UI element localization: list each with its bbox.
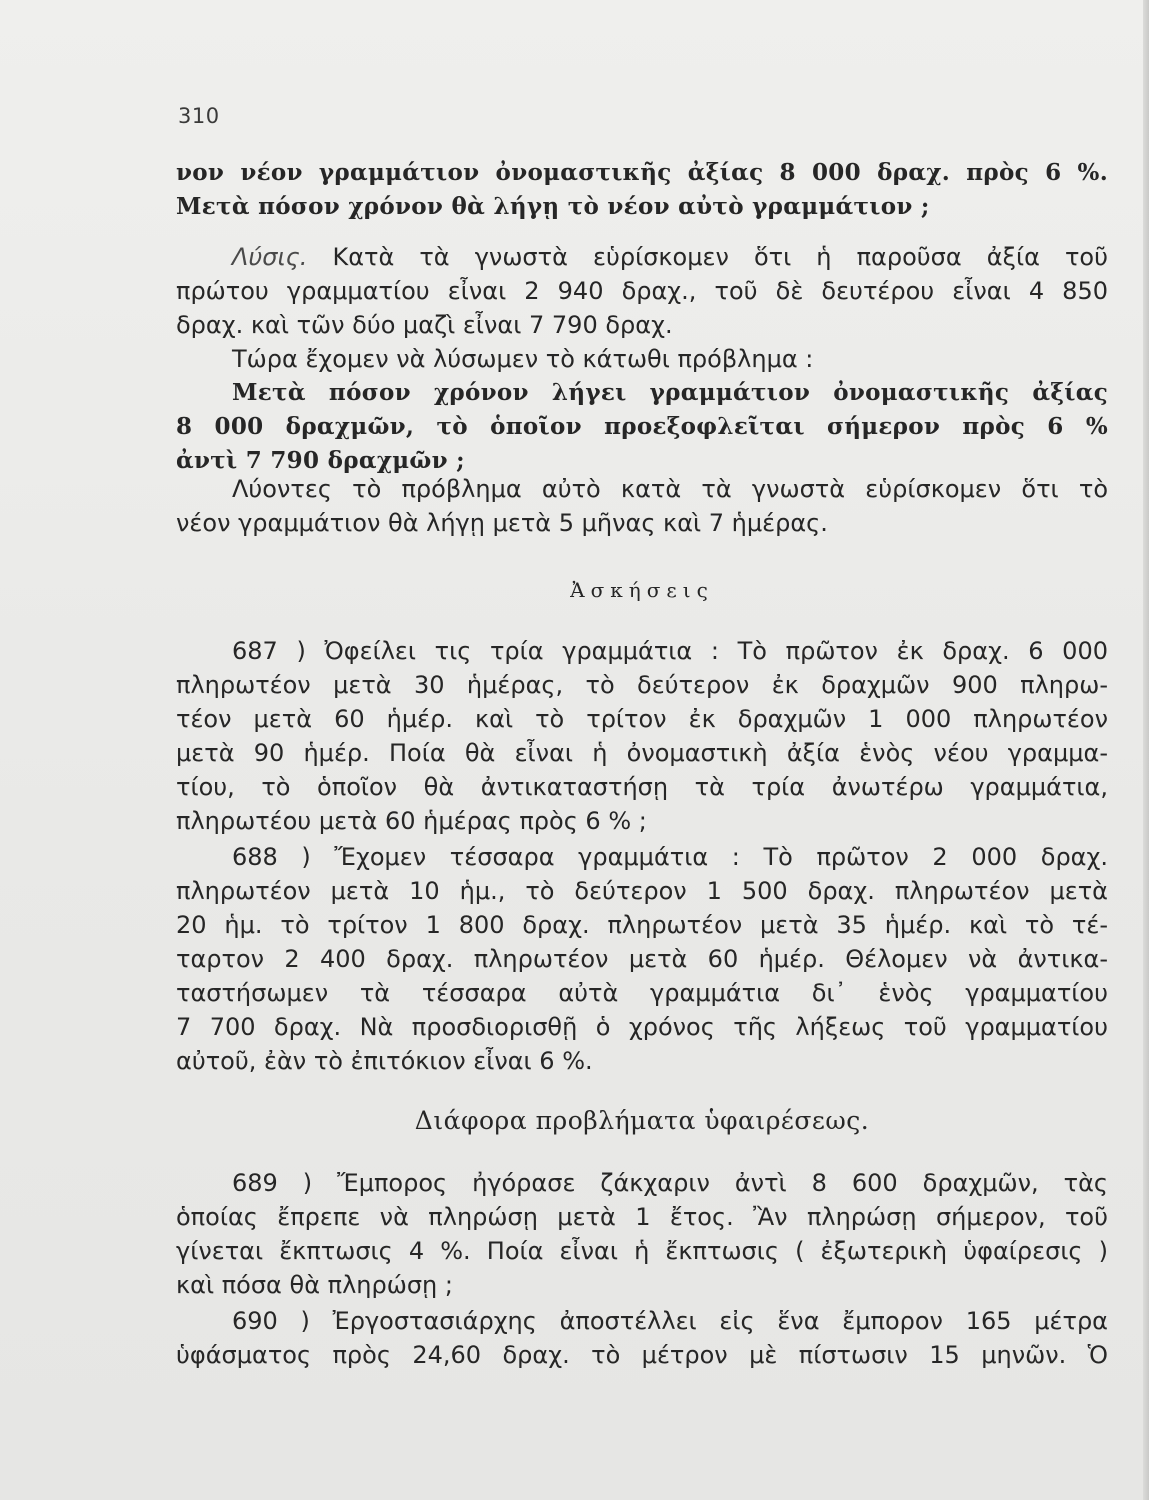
exercise-688-line-7: αὐτοῦ, ἐὰν τὸ ἐπιτόκιον εἶναι 6 %. (176, 1047, 593, 1075)
exercise-688-line-1: 688 ) Ἔχομεν τέσσαρα γραμμάτια : Τὸ πρῶτον 2 000 δραχ. (232, 843, 1108, 871)
page-number: 310 (178, 104, 220, 128)
restated-problem-line-3: ἀντὶ 7 790 δραχμῶν ; (176, 447, 465, 474)
exercise-687-line-2: πληρωτέον μετὰ 30 ἡμέρας, τὸ δεύτερον ἐκ δραχμῶν 900 πληρω- (176, 671, 1108, 699)
exercise-690-line-1: 690 ) Ἐργοστασιάρχης ἀποστέλλει εἰς ἕνα ἔμπορον 165 μέτρα (232, 1307, 1108, 1335)
page-edge-shadow (1143, 0, 1149, 1500)
exercise-688-line-2: πληρωτέον μετὰ 10 ἡμ., τὸ δεύτερον 1 500 δραχ. πληρωτέον μετὰ (176, 877, 1108, 905)
conclusion-line-1: Λύοντες τὸ πρόβλημα αὐτὸ κατὰ τὰ γνωστὰ εὑρίσκομεν ὅτι τὸ (232, 475, 1108, 503)
section-heading: Διάφορα προβλήματα ὑφαιρέσεως. (414, 1106, 870, 1135)
conclusion-line-2: νέον γραμμάτιον θὰ λήγῃ μετὰ 5 μῆνας καὶ 7 ἡμέρας. (176, 509, 828, 537)
exercise-689-line-4: καὶ πόσα θὰ πληρώσῃ ; (176, 1271, 453, 1299)
exercise-687-line-3: τέον μετὰ 60 ἡμέρ. καὶ τὸ τρίτον ἐκ δραχμῶν 1 000 πληρωτέον (176, 705, 1108, 733)
intro-problem-line-2: Μετὰ πόσον χρόνον θὰ λήγῃ τὸ νέον αὐτὸ γραμμάτιον ; (176, 193, 930, 220)
solution-line-4: Τώρα ἔχομεν νὰ λύσωμεν τὸ κάτωθι πρόβλημα : (232, 345, 814, 373)
exercise-688-line-4: ταρτον 2 400 δραχ. πληρωτέον μετὰ 60 ἡμέρ. Θέλομεν νὰ ἀντικα- (176, 945, 1108, 973)
solution-label: Λύσις. (232, 243, 308, 271)
exercise-687-line-1: 687 ) Ὀφείλει τις τρία γραμμάτια : Τὸ πρῶτον ἐκ δραχ. 6 000 (232, 637, 1108, 665)
exercise-687-line-5: τίου, τὸ ὁποῖον θὰ ἀντικαταστήσῃ τὰ τρία ἀνωτέρω γραμμάτια, (176, 773, 1108, 801)
solution-line-2: πρώτου γραμματίου εἶναι 2 940 δραχ., τοῦ δὲ δευτέρου εἶναι 4 850 (176, 277, 1108, 305)
exercise-689-line-3: γίνεται ἔκπτωσις 4 %. Ποία εἶναι ἡ ἔκπτωσις ( ἐξωτερικὴ ὑφαίρεσις ) (176, 1237, 1108, 1265)
exercise-688-line-3: 20 ἡμ. τὸ τρίτον 1 800 δραχ. πληρωτέον μετὰ 35 ἡμέρ. καὶ τὸ τέ- (176, 911, 1108, 939)
exercise-687-line-6: πληρωτέου μετὰ 60 ἡμέρας πρὸς 6 % ; (176, 807, 647, 835)
restated-problem-line-1: Μετὰ πόσον χρόνον λήγει γραμμάτιον ὀνομαστικῆς ἀξίας (232, 379, 1108, 406)
restated-problem-line-2: 8 000 δραχμῶν, τὸ ὁποῖον προεξοφλεῖται σήμερον πρὸς 6 % (176, 413, 1108, 440)
exercise-690-line-2: ὑφάσματος πρὸς 24,60 δραχ. τὸ μέτρον μὲ πίστωσιν 15 μηνῶν. Ὁ (176, 1341, 1108, 1369)
solution-line-1 (176, 240, 1108, 274)
exercise-688-line-5: ταστήσωμεν τὰ τέσσαρα αὐτὰ γραμμάτια δι᾿ ἑνὸς γραμματίου (176, 979, 1108, 1007)
exercise-688-line-6: 7 700 δραχ. Νὰ προσδιορισθῇ ὁ χρόνος τῆς λήξεως τοῦ γραμματίου (176, 1013, 1108, 1041)
exercise-687-line-4: μετὰ 90 ἡμέρ. Ποία θὰ εἶναι ἡ ὀνομαστικὴ ἀξία ἑνὸς νέου γραμμα- (176, 739, 1108, 767)
exercise-689-line-1: 689 ) Ἔμπορος ἠγόρασε ζάκχαριν ἀντὶ 8 600 δραχμῶν, τὰς (232, 1169, 1108, 1197)
solution-line-3: δραχ. καὶ τῶν δύο μαζὶ εἶναι 7 790 δραχ. (176, 311, 673, 339)
solution-line-1-text: Κατὰ τὰ γνωστὰ εὑρίσκομεν ὅτι ἡ παροῦσα ἀξία τοῦ (332, 243, 1109, 271)
exercise-689-line-2: ὁποίας ἔπρεπε νὰ πληρώσῃ μετὰ 1 ἔτος. Ἂν πληρώσῃ σήμερον, τοῦ (176, 1203, 1108, 1231)
exercises-heading: Ἀσκήσεις (570, 578, 714, 602)
intro-problem-line-1: νον νέον γραμμάτιον ὀνομαστικῆς ἀξίας 8 000 δραχ. πρὸς 6 %. (176, 159, 1108, 186)
